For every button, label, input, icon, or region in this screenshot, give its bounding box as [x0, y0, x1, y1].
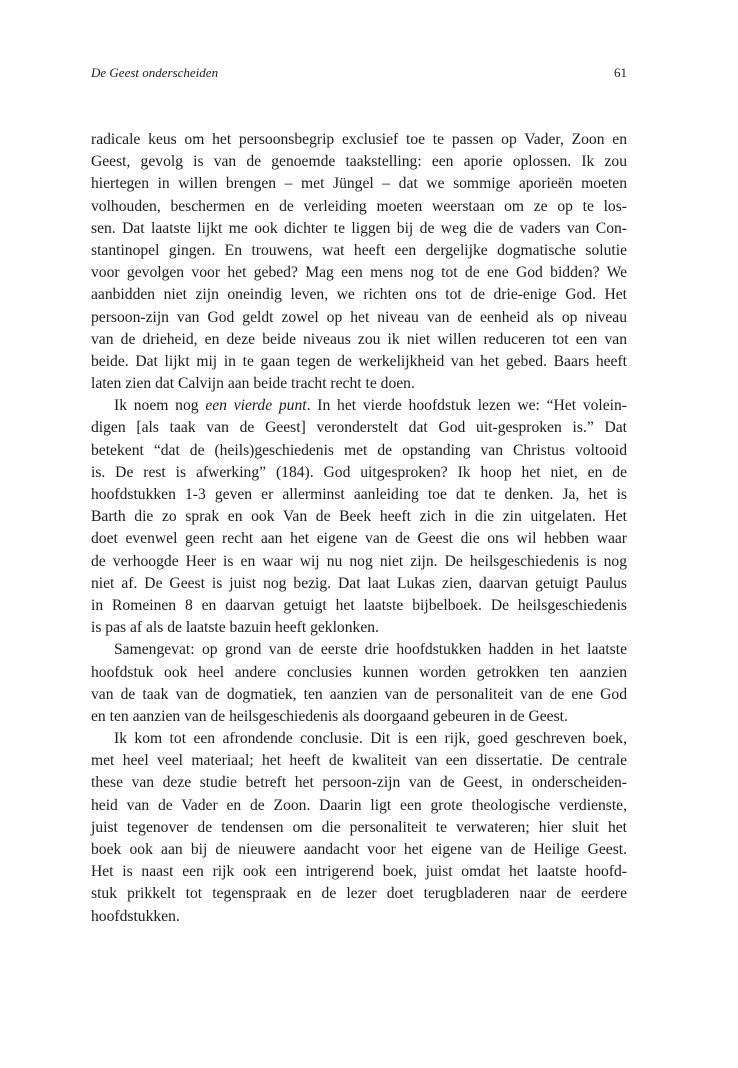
running-title: De Geest onderscheiden [91, 65, 219, 80]
text-line: hoofdstukken 1-3 geven er allerminst aanleiding toe dat te denken. Ja, het is [91, 486, 627, 503]
text-line: Geest, gevolg is van de genoemde taakstelling: een aporie oplossen. Ik zou [91, 153, 627, 171]
text-line: hoofdstukken. [91, 907, 180, 925]
text-line: beide. Dat lijkt mij in te gaan tegen de werkelijkheid van het gebed. Baars heeft [91, 352, 627, 370]
text-line: Samengevat: op grond van de eerste drie hoofdstukken hadden in het laatste [114, 641, 627, 659]
text-line: digen [als taak van de Geest] veronderstelt dat God uit-gesproken is.” Dat [91, 419, 627, 437]
text-line: van de taak van de dogmatiek, ten aanzien van de personaliteit van de ene God [91, 685, 627, 703]
text-line: laten zien dat Calvijn aan beide tracht recht te doen. [91, 375, 415, 393]
text-line: en ten aanzien van de heilsgeschiedenis als doorgaand gebeuren in de Geest. [91, 707, 568, 725]
text-line: Ik kom tot een afrondende conclusie. Dit is een rijk, goed geschreven boek, [114, 730, 627, 748]
text-line: hiertegen in willen brengen – met Jüngel – dat we sommige aporieën moeten [91, 175, 627, 193]
text-line: boek ook aan bij de nieuwere aandacht voor het eigene van de Heilige Geest. [91, 841, 627, 858]
paragraph [91, 639, 627, 728]
text-line: in Romeinen 8 en daarvan getuigt het laatste bijbelboek. De heilsgeschiedenis [91, 596, 627, 614]
text-line: is pas af als de laatste bazuin heeft geklonken. [91, 619, 379, 637]
text-line: persoon-zijn van God geldt zowel op het niveau van de eenheid als op niveau [91, 308, 627, 326]
text-line: betekent “dat de (heils)geschiedenis met de opstanding van Christus voltooid [91, 441, 627, 459]
text-line: these van deze studie betreft het persoon-zijn van de Geest, in onderscheiden- [91, 774, 627, 792]
text-line: voor gevolgen voor het gebed? Mag een mens nog tot de ene God bidden? We [91, 264, 627, 282]
text-line: juist tegenover de tendensen om die personaliteit te verwateren; hier sluit het [91, 818, 627, 836]
text-line: volhouden, beschermen en de verleiding moeten weerstaan om ze op te los- [91, 197, 627, 215]
text-line: hoofdstuk ook heel andere conclusies kunnen worden getrokken ten aanzien [91, 663, 627, 681]
body-text [91, 129, 627, 928]
text-line: Het is naast een rijk ook een intrigerend boek, juist omdat het laatste hoofd- [91, 863, 627, 881]
text-line: aanbidden niet zijn oneindig leven, we richten ons tot de drie-enige God. Het [91, 286, 627, 304]
text-line: stantinopel gingen. En trouwens, wat heeft een dergelijke dogmatische solutie [91, 241, 627, 259]
text-line: radicale keus om het persoonsbegrip exclusief toe te passen op Vader, Zoon en [91, 131, 627, 148]
text-line: heid van de Vader en de Zoon. Daarin ligt een grote theologische verdienste, [91, 796, 627, 814]
text-line: Barth die zo sprak en ook Van de Beek heeft zich in die zin uitgelaten. Het [91, 508, 627, 526]
text-line: met heel veel materiaal; het heeft de kwaliteit van een dissertatie. De centrale [91, 752, 627, 770]
paragraph [91, 395, 627, 639]
paragraph [91, 728, 627, 928]
running-head [91, 63, 627, 83]
text-line: is. De rest is afwerking” (184). God uitgesproken? Ik hoop het niet, en de [91, 463, 627, 481]
paragraph [91, 129, 627, 395]
text-line: Ik noem nog een vierde punt. In het vierde hoofdstuk lezen we: “Het volein- [114, 397, 627, 415]
text-line: doet evenwel geen recht aan het eigene van de Geest die ons wil hebben waar [91, 530, 627, 548]
text-line: de verhoogde Heer is en waar wij nu nog niet zijn. De heilsgeschiedenis is nog [91, 552, 627, 570]
text-line: niet af. De Geest is juist nog bezig. Dat laat Lukas zien, daarvan getuigt Paulus [91, 574, 627, 592]
text-line: sen. Dat laatste lijkt me ook dichter te liggen bij de weg die de vaders van Con- [91, 219, 627, 237]
page-number: 61 [614, 65, 627, 80]
text-line: stuk prikkelt tot tegenspraak en de lezer doet terugbladeren naar de eerdere [91, 885, 627, 903]
text-line: van de drieheid, en deze beide niveaus zou ik niet willen reduceren tot een van [91, 330, 627, 348]
